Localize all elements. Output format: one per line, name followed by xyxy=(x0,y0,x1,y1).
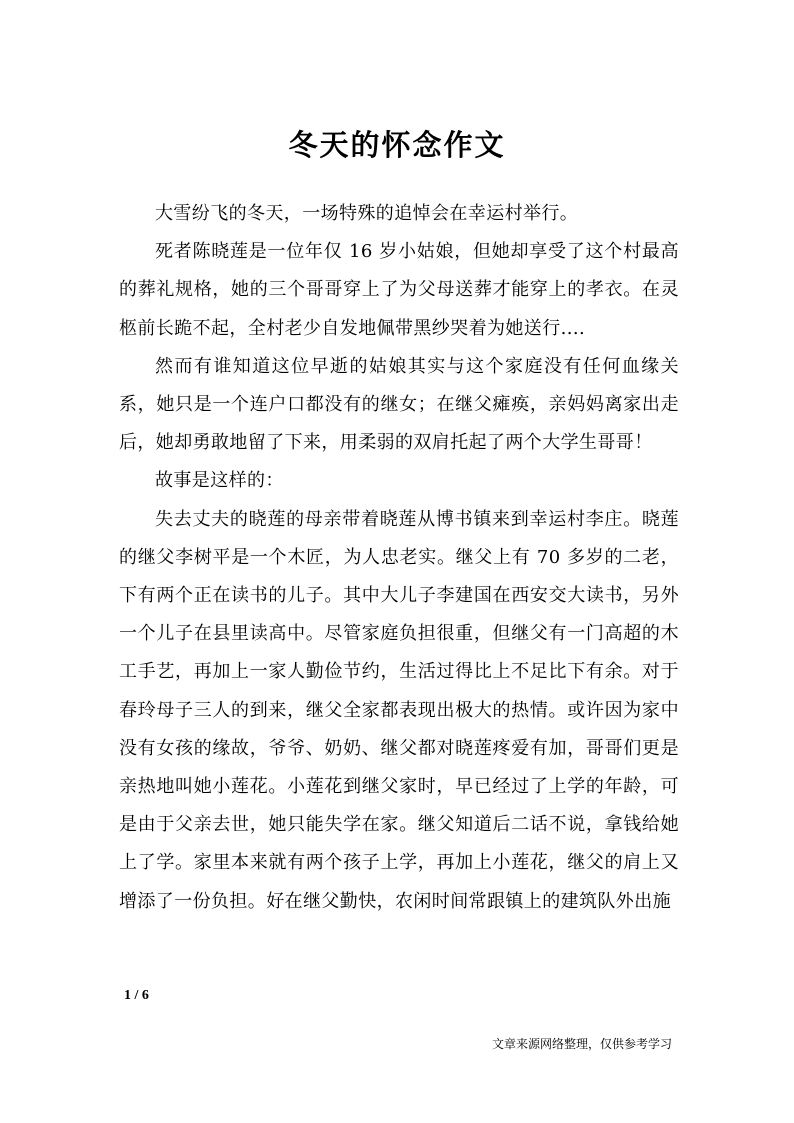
paragraph: 失去丈夫的晓莲的母亲带着晓莲从博书镇来到幸运村李庄。晓莲的继父李树平是一个木匠，为人忠老实。继父上有 70 多岁的二老，下有两个正在读书的儿子。其中大儿子李建国在西安交大读书，另外一个儿子在县里读高中。尽管家庭负担很重，但继父有一门高超的木工手艺，再加上一家人勤俭节约，生活过得比上不足比下有余。对于春玲母子三人的到来，继父全家都表现出极大的热情。或许因为家中没有女孩的缘故，爷爷、奶奶、继父都对晓莲疼爱有加，哥哥们更是亲热地叫她小莲花。小莲花到继父家时，早已经过了上学的年龄，可是由于父亲去世，她只能失学在家。继父知道后二话不说，拿钱给她上了学。家里本来就有两个孩子上学，再加上小莲花，继父的肩上又增添了一份负担。好在继父勤快，农闲时间常跟镇上的建筑队外出施 xyxy=(119,508,679,912)
paragraph: 死者陈晓莲是一位年仅 16 岁小姑娘，但她却享受了这个村最高的葬礼规格，她的三个哥哥穿上了为父母送葬才能穿上的孝衣。在灵柩前长跪不起，全村老少自发地佩带黑纱哭着为她送行.... xyxy=(119,241,679,339)
footer-source-note: 文章来源网络整理，仅供参考学习 xyxy=(491,1037,672,1051)
paragraph: 故事是这样的： xyxy=(155,470,284,492)
document-body xyxy=(119,195,679,921)
page-number: 1 / 6 xyxy=(124,988,149,1003)
paragraph: 大雪纷飞的冬天，一场特殊的追悼会在幸运村举行。 xyxy=(155,203,579,224)
paragraph: 然而有谁知道这位早逝的姑娘其实与这个家庭没有任何血缘关系，她只是一个连户口都没有的继女；在继父瘫痪，亲妈妈离家出走后，她却勇敢地留了下来，用柔弱的双肩托起了两个大学生哥哥！ xyxy=(119,355,679,454)
document-title: 冬天的怀念作文 xyxy=(288,128,506,162)
